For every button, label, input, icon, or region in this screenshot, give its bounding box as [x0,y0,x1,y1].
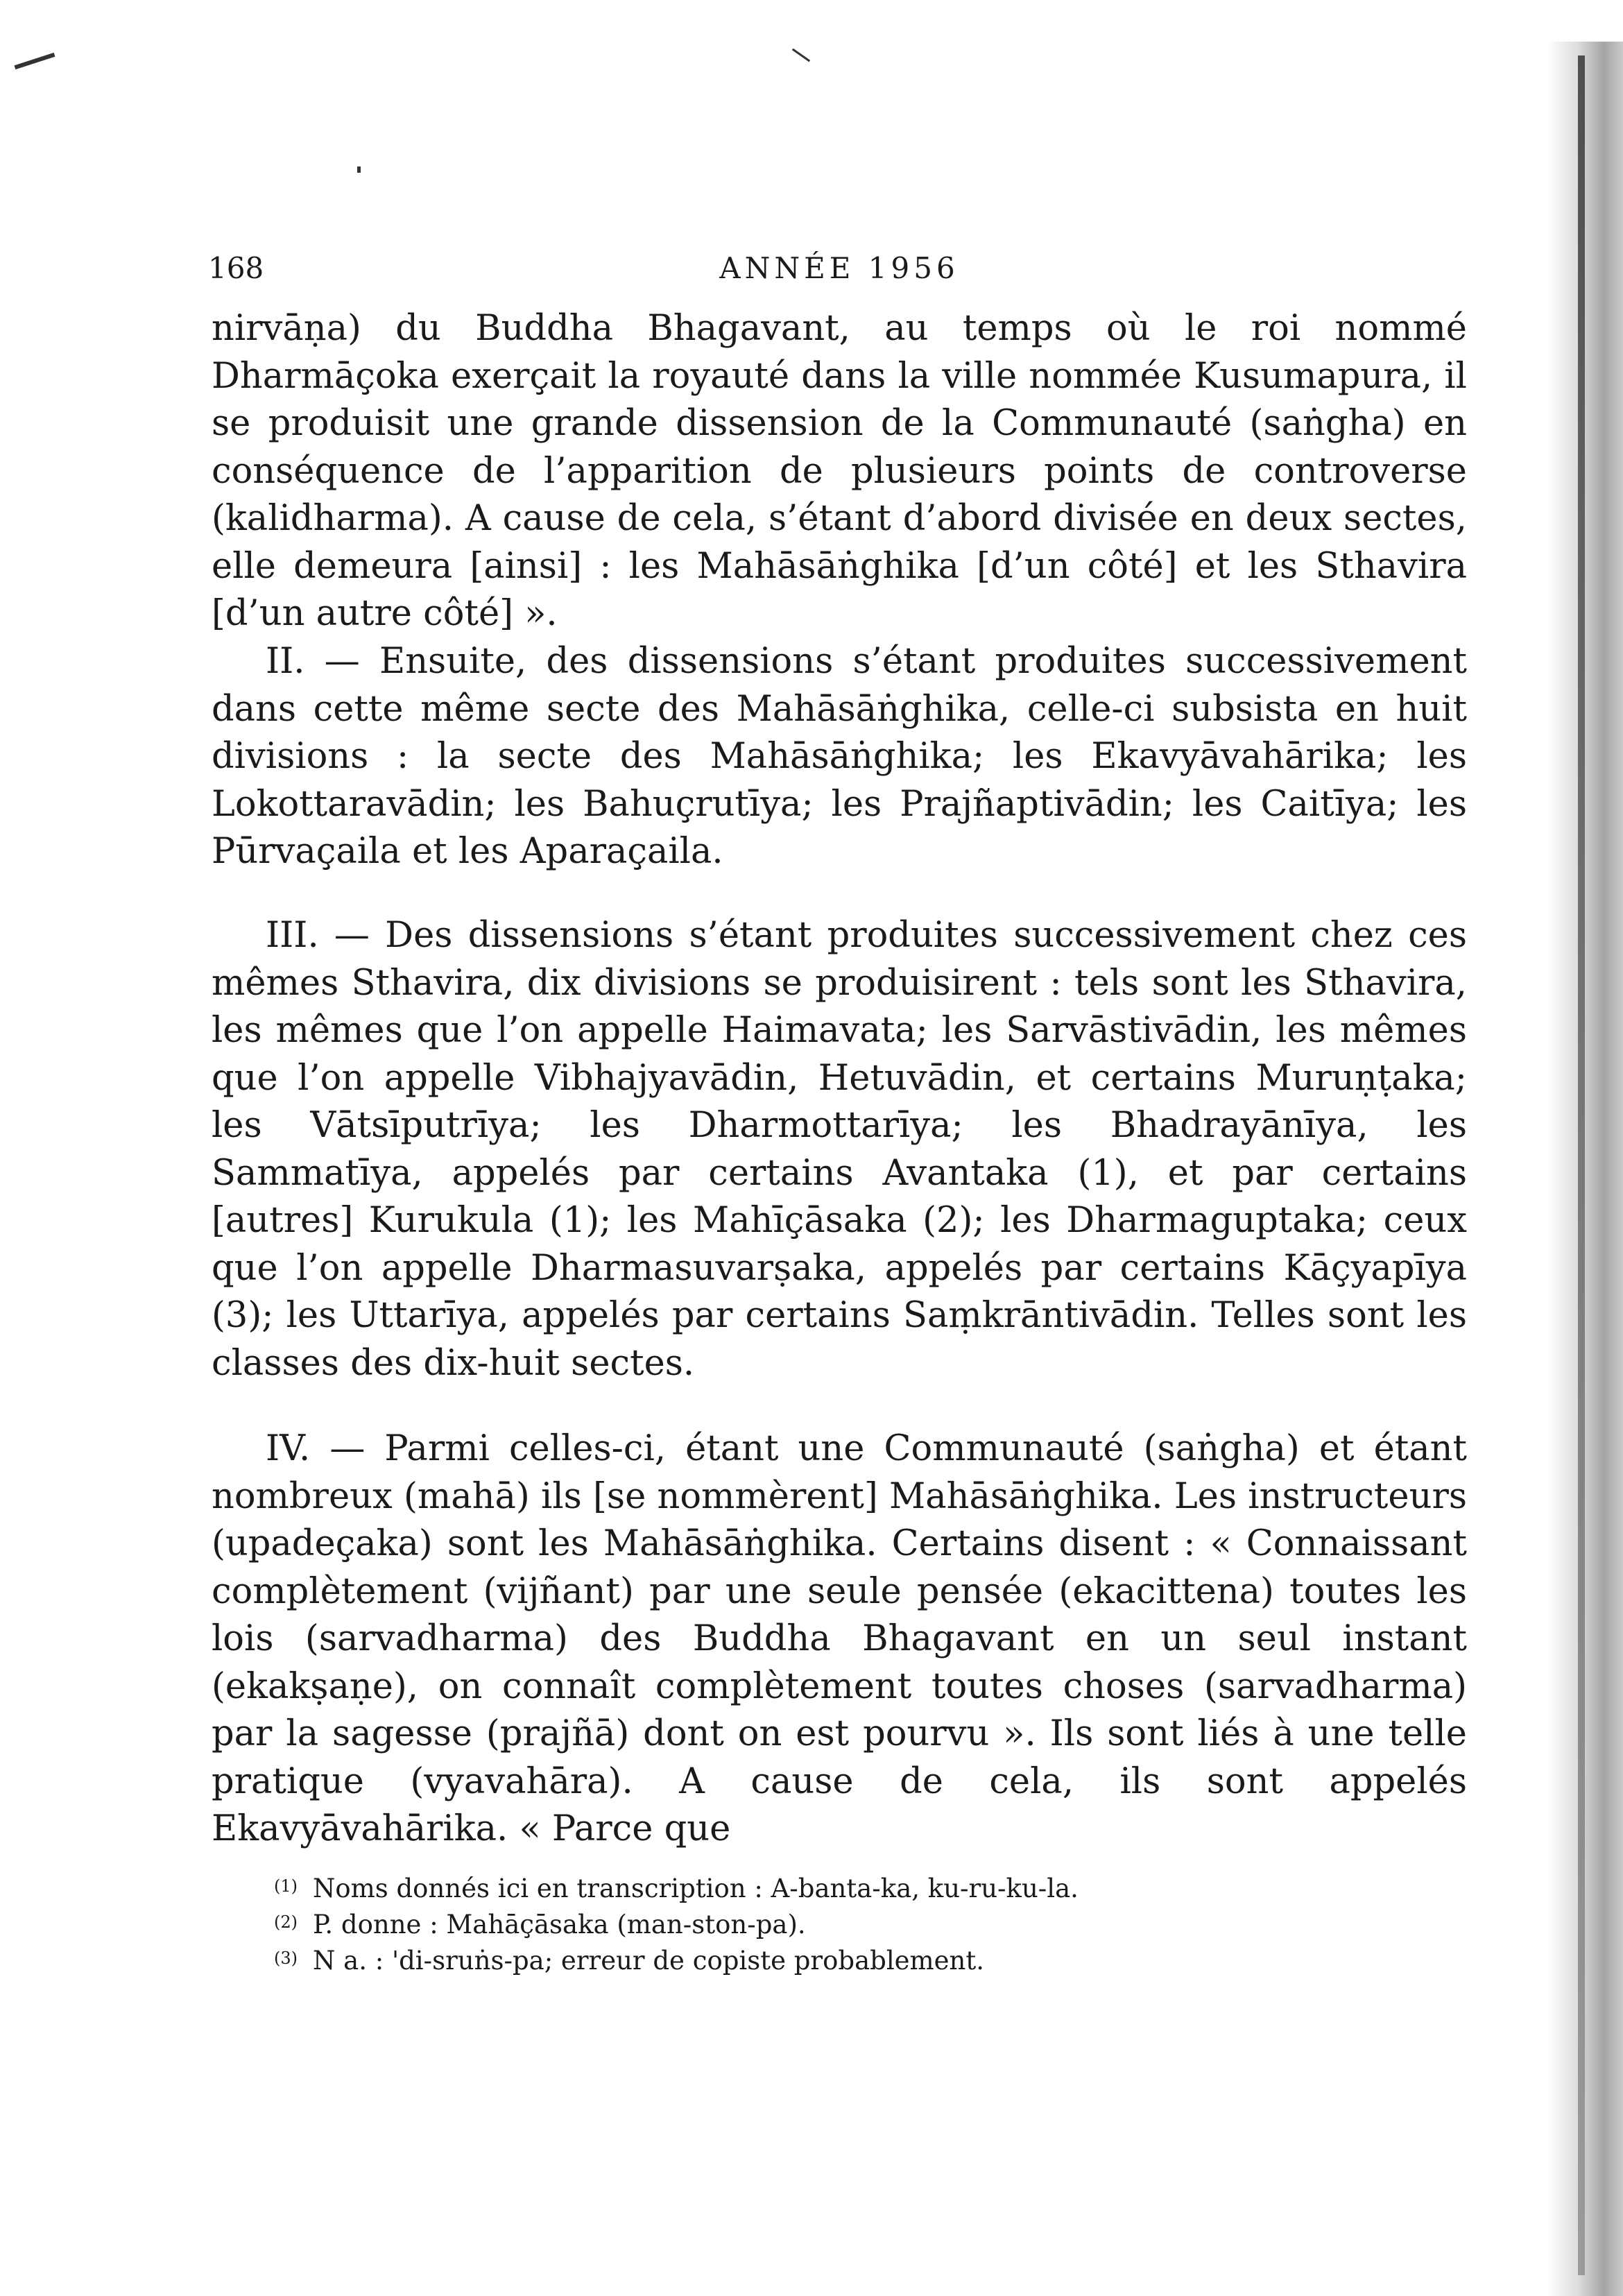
scan-speck [15,53,55,69]
paragraph-section-iii [212,912,1467,1387]
paragraph-continuation [212,305,1467,638]
paragraph-text: nirvāṇa) du Buddha Bhagavant, au temps où le roi nommé Dharmāçoka exerçait la royauté dans la ville nommée Kusumapura, il se produisit une grande dissension de la Communauté (saṅgha) en conséquence de l’apparition de plusieurs points de controverse (kalidharma). A cause de cela, s’étant d’abord divisée en deux sectes, elle demeura [ainsi] : les Mahāsāṅghika [d’un côté] et les Sthavira [d’un autre côté] ». [212,308,1467,634]
footnote-mark: (3) [274,1948,298,1968]
footnote-mark: (2) [274,1912,298,1932]
footnote-mark: (1) [274,1876,298,1896]
paragraph-text: IV. — Parmi celles-ci, étant une Communauté (saṅgha) et étant nombreux (mahā) ils [se nommèrent] Mahāsāṅghika. Les instructeurs (upadeçaka) sont les Mahāsāṅghika. Certains disent : « Connaissant complètement (vijñant) par une seule pensée (ekacittena) toutes les lois (sarvadharma) des Buddha Bhagavant en un seul instant (ekakṣaṇe), on connaît complètement toutes choses (sarvadharma) par la sagesse (prajñā) dont on est pourvu ». Ils sont liés à une telle pratique (vyavahāra). A cause de cela, ils sont appelés Ekavyāvahārika. « Parce que [212,1428,1467,1849]
footnotes [274,1869,1384,1978]
scan-speck [357,166,361,173]
footnote-text: P. donne : Mahāçāsaka (man-ston-pa). [313,1910,806,1939]
scan-speck [792,49,810,62]
footnote-item [274,1942,1384,1978]
page-header [208,251,1470,293]
footnote-item [274,1869,1384,1905]
paragraph-section-iv [212,1425,1467,1853]
footnote-item [274,1905,1384,1942]
page-number: 168 [208,251,264,285]
paragraph-text: II. — Ensuite, des dissensions s’étant produites successivement dans cette même secte des Mahāsāṅghika, celle-ci subsista en huit divisions : la secte des Mahāsāṅghika; les Ekavyāvahārika; les Lokottaravādin; les Bahuçrutīya; les Prajñaptivādin; les Caitīya; les Pūrvaçaila et les Aparaçaila. [212,641,1467,872]
footnote-text: N a. : 'di-sruṅs-pa; erreur de copiste probablement. [313,1946,984,1976]
scan-binding-line [1578,55,1585,2275]
running-title: ANNÉE 1956 [719,251,959,285]
footnote-text: Noms donnés ici en transcription : A-banta-ka, ku-ru-ku-la. [313,1874,1079,1903]
paragraph-section-ii [212,638,1467,876]
paragraph-text: III. — Des dissensions s’étant produites successivement chez ces mêmes Sthavira, dix divisions se produisirent : tels sont les Sthavira, les mêmes que l’on appelle Haimavata; les Sarvāstivādin, les mêmes que l’on appelle Vibhajyavādin, Hetuvādin, et certains Muruṇṭaka; les Vātsīputrīya; les Dharmottarīya; les Bhadrayānīya, les Sammatīya, appelés par certains Avantaka (1), et par certains [autres] Kurukula (1); les Mahīçāsaka (2); les Dharmaguptaka; ceux que l’on appelle Dharmasuvarṣaka, appelés par certains Kāçyapīya (3); les Uttarīya, appelés par certains Saṃkrāntivādin. Telles sont les classes des dix-huit sectes. [212,915,1467,1384]
scan-shadow-edge [1547,42,1623,2296]
